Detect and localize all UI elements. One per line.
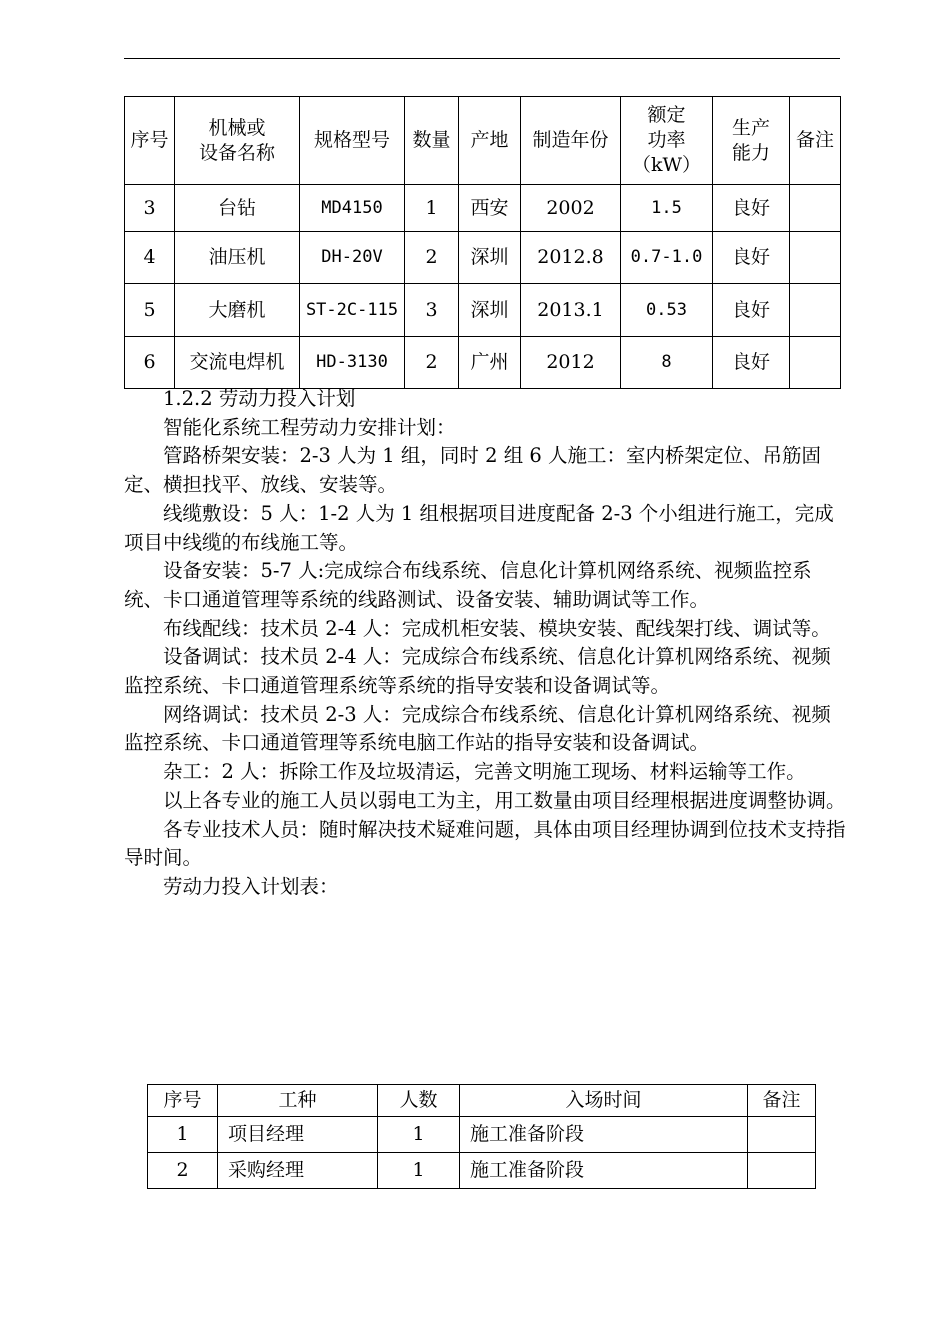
header-cell: 人数	[378, 1085, 460, 1117]
table-cell: 台钻	[175, 185, 300, 232]
table-cell: 广州	[459, 337, 521, 389]
table-row	[148, 1153, 816, 1189]
table-cell: MD4150	[300, 185, 405, 232]
table-cell: 2002	[521, 185, 621, 232]
header-cell: 序号	[148, 1085, 218, 1117]
table-cell: 深圳	[459, 284, 521, 337]
paragraph: 网络调试：技术员 2-3 人：完成综合布线系统、信息化计算机网络系统、视频监控系统、卡口通道管理等系统电脑工作站的指导安装和设备调试。	[124, 702, 831, 755]
table-cell: 西安	[459, 185, 521, 232]
table-cell: 2	[148, 1153, 218, 1189]
table-cell: 3	[405, 284, 459, 337]
table-cell: 4	[125, 232, 175, 284]
equipment-table	[124, 96, 841, 389]
table-cell: 8	[621, 337, 713, 389]
table-row	[125, 185, 841, 232]
table-cell: 良好	[713, 232, 790, 284]
paragraph: 智能化系统工程劳动力安排计划：	[163, 415, 456, 439]
body-text	[124, 385, 850, 902]
table-row	[148, 1117, 816, 1153]
paragraph: 线缆敷设：5 人：1-2 人为 1 组根据项目进度配备 2-3 个小组进行施工，完成项目中线缆的布线施工等。	[124, 501, 834, 554]
table-cell: 0.7-1.0	[621, 232, 713, 284]
header-cell: 制造年份	[521, 97, 621, 185]
labor-table	[147, 1084, 816, 1189]
header-cell: 数量	[405, 97, 459, 185]
table-cell: 良好	[713, 284, 790, 337]
table-cell: 2012	[521, 337, 621, 389]
table-cell	[748, 1153, 816, 1189]
table-cell: 油压机	[175, 232, 300, 284]
table-row	[125, 284, 841, 337]
paragraph: 设备调试：技术员 2-4 人：完成综合布线系统、信息化计算机网络系统、视频监控系统、卡口通道管理系统等系统的指导安装和设备调试等。	[124, 645, 831, 698]
table-cell: 0.53	[621, 284, 713, 337]
header-cell: 备注	[748, 1085, 816, 1117]
table-cell	[748, 1117, 816, 1153]
header-rule	[124, 58, 840, 59]
header-cell: 生产 能力	[713, 97, 790, 185]
header-cell: 序号	[125, 97, 175, 185]
table-cell: 6	[125, 337, 175, 389]
header-cell: 额定 功率 （kW）	[621, 97, 713, 185]
table-cell: 施工准备阶段	[460, 1117, 748, 1153]
table-cell: 1.5	[621, 185, 713, 232]
table-row	[125, 232, 841, 284]
header-cell: 规格型号	[300, 97, 405, 185]
table-row	[125, 337, 841, 389]
paragraph: 布线配线：技术员 2-4 人：完成机柜安装、模块安装、配线架打线、调试等。	[163, 616, 831, 640]
table-cell: 2012.8	[521, 232, 621, 284]
paragraph: 管路桥架安装：2-3 人为 1 组，同时 2 组 6 人施工：室内桥架定位、吊筋固定、横担找平、放线、安装等。	[124, 444, 822, 497]
header-cell: 机械或 设备名称	[175, 97, 300, 185]
header-cell: 产地	[459, 97, 521, 185]
table-cell: 良好	[713, 185, 790, 232]
table-cell: 5	[125, 284, 175, 337]
table-caption: 劳动力投入计划表：	[163, 874, 339, 898]
table-cell: HD-3130	[300, 337, 405, 389]
table-cell: 1	[405, 185, 459, 232]
table-cell: 1	[378, 1117, 460, 1153]
paragraph: 以上各专业的施工人员以弱电工为主，用工数量由项目经理根据进度调整协调。	[163, 788, 846, 812]
header-cell: 备注	[790, 97, 841, 185]
header-cell: 工种	[218, 1085, 378, 1117]
table-cell: 1	[148, 1117, 218, 1153]
table-cell: 施工准备阶段	[460, 1153, 748, 1189]
table-cell: 3	[125, 185, 175, 232]
table-cell: 1	[378, 1153, 460, 1189]
table-cell	[790, 337, 841, 389]
table-cell: 良好	[713, 337, 790, 389]
paragraph: 各专业技术人员：随时解决技术疑难问题，具体由项目经理协调到位技术支持指导时间。	[124, 817, 846, 870]
section-heading: 1.2.2 劳动力投入计划	[163, 387, 356, 410]
table-cell: 大磨机	[175, 284, 300, 337]
table-cell	[790, 284, 841, 337]
equipment-header-row	[125, 97, 841, 185]
table-cell: 项目经理	[218, 1117, 378, 1153]
table-cell: ST-2C-115	[300, 284, 405, 337]
table-cell: 交流电焊机	[175, 337, 300, 389]
labor-header-row	[148, 1085, 816, 1117]
table-cell: 2	[405, 232, 459, 284]
table-cell: 2	[405, 337, 459, 389]
table-cell: 2013.1	[521, 284, 621, 337]
table-cell: 深圳	[459, 232, 521, 284]
header-cell: 入场时间	[460, 1085, 748, 1117]
table-cell	[790, 185, 841, 232]
table-cell: DH-20V	[300, 232, 405, 284]
table-cell	[790, 232, 841, 284]
paragraph: 设备安装：5-7 人:完成综合布线系统、信息化计算机网络系统、视频监控系统、卡口通道管理等系统的线路测试、设备安装、辅助调试等工作。	[124, 559, 812, 611]
table-cell: 采购经理	[218, 1153, 378, 1189]
paragraph: 杂工：2 人：拆除工作及垃圾清运，完善文明施工现场、材料运输等工作。	[163, 760, 806, 784]
